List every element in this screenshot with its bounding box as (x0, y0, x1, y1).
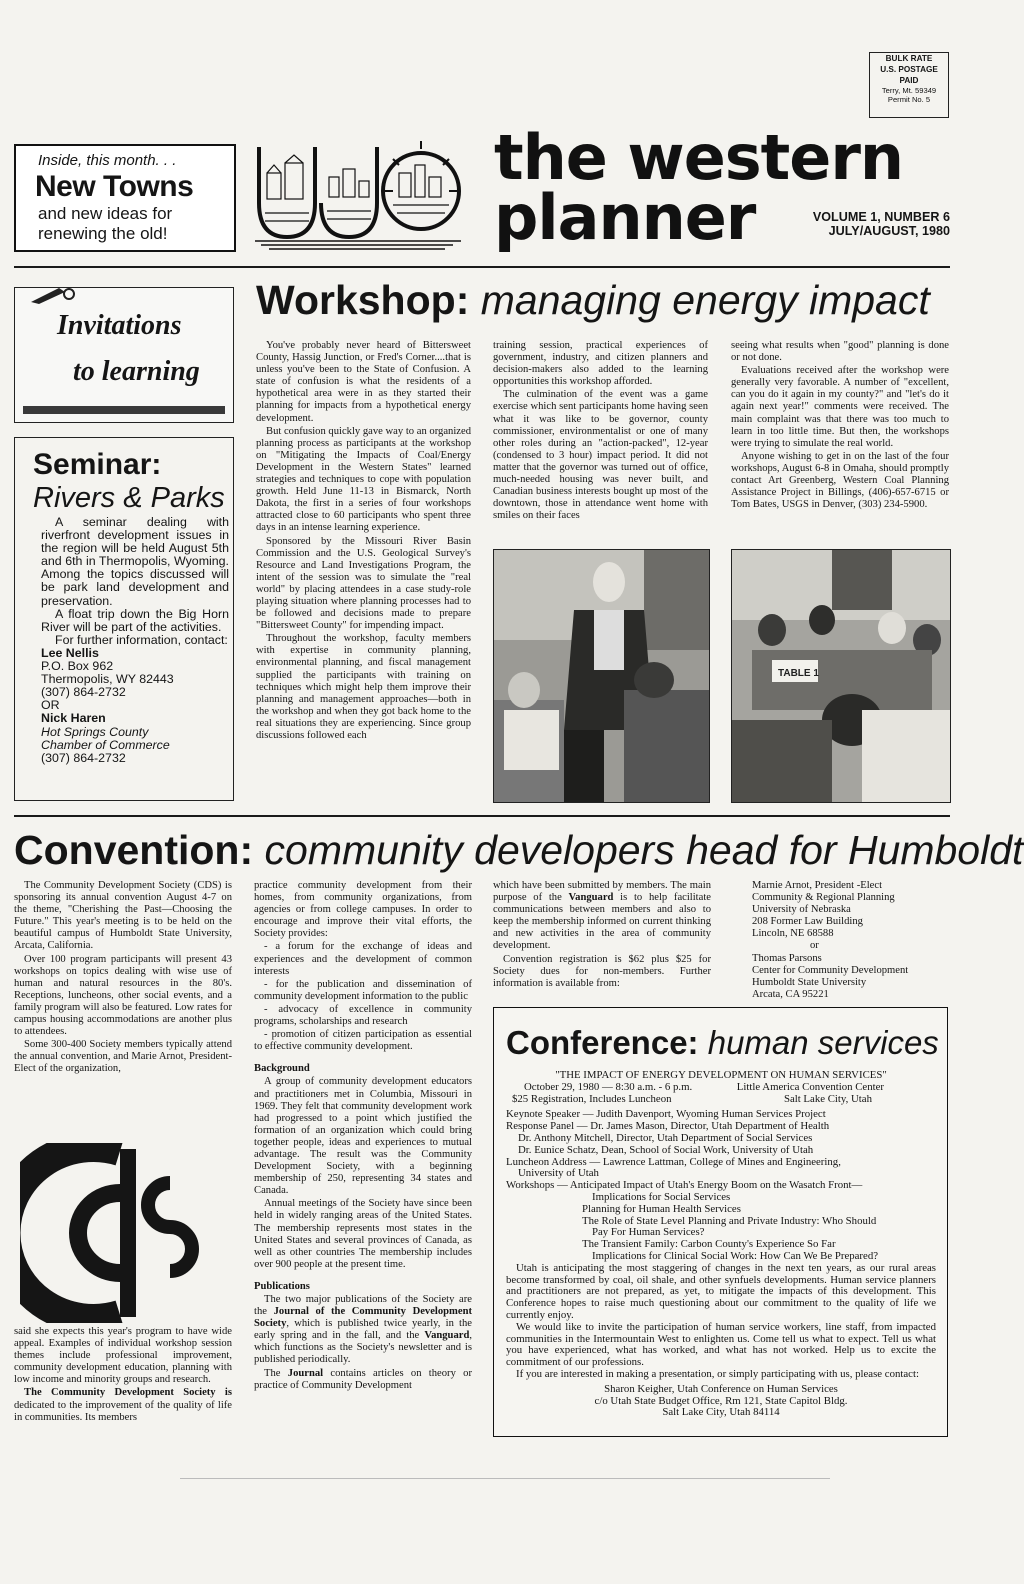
contact-line: University of Nebraska (752, 904, 851, 916)
convention-column-2 (254, 880, 472, 1393)
paragraph: Throughout the workshop, faculty members with expertise in community planning, environmental planning, and fiscal management supplied the participants with training on techniques which might help them improve their planning and management approaches—both in the workshop and when they got back home to the real situations they are experiencing. Since group discussions followed each (256, 633, 471, 741)
postage-indicia (869, 52, 949, 118)
pen-icon (29, 282, 79, 306)
contact-line: Community & Regional Planning (752, 892, 895, 904)
page-bottom-rule (180, 1478, 830, 1479)
workshop-line: The Transient Family: Carbon County's Experience So Far (582, 1238, 836, 1251)
headline-lead: Workshop: (256, 277, 470, 323)
photo-image (732, 550, 950, 802)
bullet: - a forum for the exchange of ideas and experiences and the development of common interests (254, 941, 472, 977)
contact-line: Salt Lake City, Utah 84114 (662, 1406, 780, 1419)
contact-line: Lincoln, NE 68588 (752, 928, 834, 940)
contact-line: Thomas Parsons (752, 952, 822, 964)
convention-contacts (752, 880, 952, 1001)
inside-intro: Inside, this month. . . (38, 152, 177, 169)
journal-title: Journal (287, 1367, 324, 1379)
conference-venue: Little America Convention Center (736, 1080, 884, 1093)
contact-line: 208 Former Law Building (752, 916, 863, 928)
inside-tagline: renewing the old! (38, 224, 168, 243)
paragraph: We would like to invite the participation of human service workers, line staff, from impacted communities in the Intermountain West to enlighten us. Come tell us what to expect. Tell us what you have experienced, what has worked, and what has not worked. Help us to excite the commitment of our professions. (506, 1320, 936, 1369)
seminar-box (14, 437, 234, 801)
headline-sub: managing energy impact (469, 277, 930, 323)
paragraph: seeing what results when "good" planning is done or not done. (731, 340, 949, 364)
conference-city: Salt Lake City, Utah (783, 1092, 872, 1105)
contact-line: Marnie Arnot, President -Elect (752, 880, 883, 891)
paragraph: If you are interested in making a presentation, or simply participating with us, please contact: (516, 1367, 919, 1380)
vanguard-title: Vanguard (424, 1330, 470, 1342)
cds-logo (20, 1143, 220, 1323)
paragraph: The Community Development Society (CDS) is sponsoring its annual convention August 4-7 on the theme, "Cherishing the Past—Choosing the Future." This year's meeting is to be held on the beautiful campus of Humboldt State University, Arcata, California. (14, 880, 232, 952)
seminar-heading: Seminar: (33, 448, 162, 481)
conference-headline (506, 1024, 939, 1062)
bullet: - advocacy of excellence in community programs, scholarships and research (254, 1003, 472, 1028)
workshop-photo-1 (493, 549, 710, 803)
paragraph: practice community development from their homes, from community organizations, from agencies or from college campuses. In order to encourage and improve their vital efforts, the Society provides: (254, 880, 472, 940)
program-line: Luncheon Address — Lawrence Lattman, College of Mines and Engineering, (506, 1155, 841, 1168)
text: which have been submitted by members. The main purpose of the (493, 880, 711, 904)
paragraph: Anyone wishing to get in on the last of the four workshops, August 6-8 in Omaha, should promptly contact Art Greenberg, Western Coal Planning Assistance Project in Billings, (406)-657-6715 or Tom Bates, USGS in Denver, (303) 234-5900. (731, 450, 949, 511)
subheading-background: Background (254, 1063, 310, 1075)
bullet: - for the publication and dissemination of community development information to the public (254, 978, 472, 1002)
decorative-bar (23, 406, 225, 414)
workshop-photo-2 (731, 549, 951, 803)
paragraph: The culmination of the event was a game exercise which sent participants home having seen what it was like to be governor, county commissioner, environmentalist or one of many other roles during an "action-packed", 12-year (condensed to 3 hour) impact period. It did not matter that the governor was turned out of office, much-needed housing was never built, and Canadian business interests bought up most of the downtown, those in attendance went home with smiles on their faces (493, 389, 708, 522)
workshop-column-1 (256, 340, 471, 743)
workshop-line: Workshops — Anticipated Impact of Utah's Energy Boom on the Wasatch Front— (506, 1179, 863, 1192)
paragraph: A seminar dealing with riverfront development issues in the region will be held August 5th and 6th in Thermopolis, Wyoming. Among the topics discussed will be park land development and preservation. (41, 515, 229, 608)
text: , which functions as the Society's newsletter and is published periodically. (254, 1330, 472, 1366)
volume-info (770, 210, 950, 238)
program-line: Dr. Anthony Mitchell, Director, Utah Department of Social Services (518, 1131, 813, 1144)
workshop-line: Implications for Clinical Social Work: How Can We Be Prepared? (592, 1249, 879, 1262)
contact-line: Thermopolis, WY 82443 (41, 672, 174, 687)
paragraph: But confusion quickly gave way to an organized planning process as participants at the workshop on "Mitigating the Impacts of Coal/Energy Development in the Western States" learned strategies and techniques to cope with population growth. Held June 11-13 in Bismarck, North Dakota, the first in a series of four workshops attracted close to 60 participants who spent three days in an intense learning experience. (256, 425, 471, 534)
invitations-line: Invitations (57, 310, 182, 341)
text: , which is published twice yearly, in the early spring and in the fall, and the (254, 1318, 472, 1342)
paragraph: For further information, contact: (55, 632, 228, 647)
masthead-line: the western (494, 121, 904, 194)
workshop-line: Implications for Social Services (592, 1190, 731, 1203)
conference-fee: $25 Registration, Includes Luncheon (512, 1092, 672, 1105)
journal-title: Journal of the Community Development Society (254, 1306, 473, 1330)
contact-line: P.O. Box 962 (41, 659, 114, 674)
headline-sub: human services (698, 1024, 939, 1061)
conference-body (506, 1070, 936, 1419)
paragraph: Sponsored by the Missouri River Basin Commission and the U.S. Geological Survey's Resource and Land Investigations Program, the intent of the session was to simulate the "real world" by placing attendees in a case study-role playing situation where planning processes had to be followed and decisions made to prepare "Bittersweet County" for impending impact. (256, 535, 471, 632)
contact-line: Hot Springs County (41, 724, 149, 739)
postage-line: PAID (899, 76, 919, 85)
photo-image (494, 550, 709, 802)
contact-line: or (810, 940, 819, 952)
contact-line: Chamber of Commerce (41, 737, 170, 752)
convention-column-1 (14, 880, 232, 1077)
convention-column-1-continued (14, 1326, 232, 1425)
paragraph: said she expects this year's program to have wide appeal. Examples of individual workshop session themes include professional improvement, community development education, planning with low income and minority groups and research. (14, 1326, 232, 1386)
contact-phone: (307) 864-2732 (41, 750, 126, 765)
workshop-line: Planning for Human Health Services (582, 1202, 741, 1215)
contact-line: Humboldt State University (752, 976, 867, 988)
workshop-column-3 (731, 340, 949, 512)
inside-tagline: and new ideas for (38, 204, 173, 223)
seminar-body (41, 516, 229, 765)
vanguard-title: Vanguard (568, 892, 614, 904)
conference-date: October 29, 1980 — 8:30 a.m. - 6 p.m. (524, 1080, 693, 1093)
volume-number: VOLUME 1, NUMBER 6 (812, 210, 950, 224)
paragraph: Over 100 program participants will present 43 workshops on topics dealing with wise use of human and natural resources in the 80's. Receptions, luncheons, other social events, and a family program will also be featured. Low rates for campus housing accommodations are another plus to attendees. (14, 953, 232, 1038)
invitations-line: to learning (73, 356, 200, 387)
invitations-to-learning-box (14, 287, 234, 423)
postage-line: Terry, Mt. 59349 (881, 86, 937, 95)
workshop-line: Pay For Human Services? (592, 1226, 705, 1239)
divider (14, 815, 950, 817)
issue-date: JULY/AUGUST, 1980 (828, 224, 950, 238)
paragraph-continuation: dedicated to the improvement of the quality of life in communities. Its members (14, 1399, 232, 1423)
text: contains articles on theory or practice of Community Development (254, 1367, 472, 1391)
inside-headline: New Towns (35, 170, 194, 203)
workshop-line: The Role of State Level Planning and Private Industry: Who Should (582, 1214, 877, 1227)
paragraph: training session, practical experiences of government, industry, and citizen planners and decision-makers also added to the learning opportunities this workshop afforded. (493, 340, 708, 388)
program-line: Response Panel — Dr. James Mason, Director, Utah Department of Health (506, 1120, 830, 1133)
text: is to help facilitate communications between members and also to keep the membership informed on current thinking and new activities in the area of community development. (493, 892, 711, 952)
paragraph: Evaluations received after the workshop were generally very favorable. A number of "excellent, can you do it again in my county?" and "let's do it again next year!" comments were received. The main complaint was that there was too much to learn in too little time. But then, the workshops were trying to simulate the real world. (731, 365, 949, 449)
paragraph: Annual meetings of the Society have since been held in widely ranging areas of the United States. The membership represents most states in the United States and several provinces of Canada, as well as other countries The membership includes over 900 people at the present time. (254, 1198, 472, 1270)
divider (14, 266, 950, 268)
contact-line: Sharon Keigher, Utah Conference on Human Services (604, 1382, 838, 1395)
postage-line: U.S. POSTAGE (880, 65, 938, 74)
workshop-headline (256, 276, 930, 324)
convention-headline (14, 826, 1023, 874)
text: The two major publications of the Society are the (254, 1294, 472, 1318)
masthead-line: planner (494, 181, 756, 254)
contact-line: OR (41, 698, 60, 713)
contact-name: Lee Nellis (41, 645, 99, 660)
paragraph: You've probably never heard of Bittersweet County, Hassig Junction, or Fred's Corner....that is unless you've been to the State of Confusion. A state of confusion is what the residents of a hypothetical area were in as they started their planning for impacts from a hypothetical energy development. (256, 340, 471, 424)
contact-name: Nick Haren (41, 711, 106, 726)
photo-table-card: TABLE 1 (778, 668, 819, 679)
conference-title: "THE IMPACT OF ENERGY DEVELOPMENT ON HUMAN SERVICES" (555, 1069, 887, 1081)
headline-sub: community developers head for Humboldt (253, 827, 1024, 873)
postage-line: BULK RATE (885, 54, 933, 63)
society-name-bold: The Community Development Society is (24, 1387, 232, 1399)
headline-lead: Conference: (506, 1024, 699, 1061)
bullet: - promotion of citizen participation as essential to effective community development. (254, 1029, 472, 1053)
paragraph: Some 300-400 Society members typically attend the annual convention, and Marie Arnot, President-Elect of the organization, (14, 1039, 232, 1075)
postage-line: Permit No. 5 (887, 95, 931, 104)
headline-lead: Convention: (14, 827, 254, 873)
paragraph: Utah is anticipating the most staggering of changes in the next ten years, as our rural areas become transformed by coal, oil shale, and other synfuels developments. Human service planners and practitioners are not prepared, as yet, to mitigate the impacts of this development. This Conference hopes to raise much questioning about our commitment to the quality of life we currently enjoy. (506, 1261, 936, 1321)
paragraph: A group of community development educators and practitioners met in Columbia, Missouri in 1969. They felt that community development work had progressed to a point which justified the formation of an organization which could bring together people, ideas and experiences to mutual advantage. The result was the Community Development Society, with a beginning membership of 250, representing 34 states and Canada. (254, 1076, 472, 1197)
program-line: Keynote Speaker — Judith Davenport, Wyoming Human Services Project (506, 1108, 826, 1121)
convention-column-3 (493, 880, 711, 991)
paragraph: Convention registration is $62 plus $25 for Society dues for non-members. Further information is available from: (493, 953, 711, 989)
subheading-publications: Publications (254, 1280, 310, 1292)
program-line: University of Utah (518, 1167, 599, 1180)
contact-line: Center for Community Development (752, 964, 909, 976)
contact-phone: (307) 864-2732 (41, 685, 126, 700)
western-planner-logo (253, 133, 463, 255)
conference-box (493, 1007, 948, 1437)
program-line: Dr. Eunice Schatz, Dean, School of Social Work, University of Utah (518, 1143, 814, 1156)
text: The (264, 1367, 288, 1379)
paragraph: A float trip down the Big Horn River will be part of the activities. (41, 606, 229, 634)
seminar-subheading: Rivers & Parks (33, 482, 225, 514)
contact-line: Arcata, CA 95221 (752, 988, 829, 1000)
workshop-column-2 (493, 340, 708, 523)
inside-this-month-box (14, 144, 236, 252)
contact-line: c/o Utah State Budget Office, Rm 121, State Capitol Bldg. (594, 1394, 848, 1407)
